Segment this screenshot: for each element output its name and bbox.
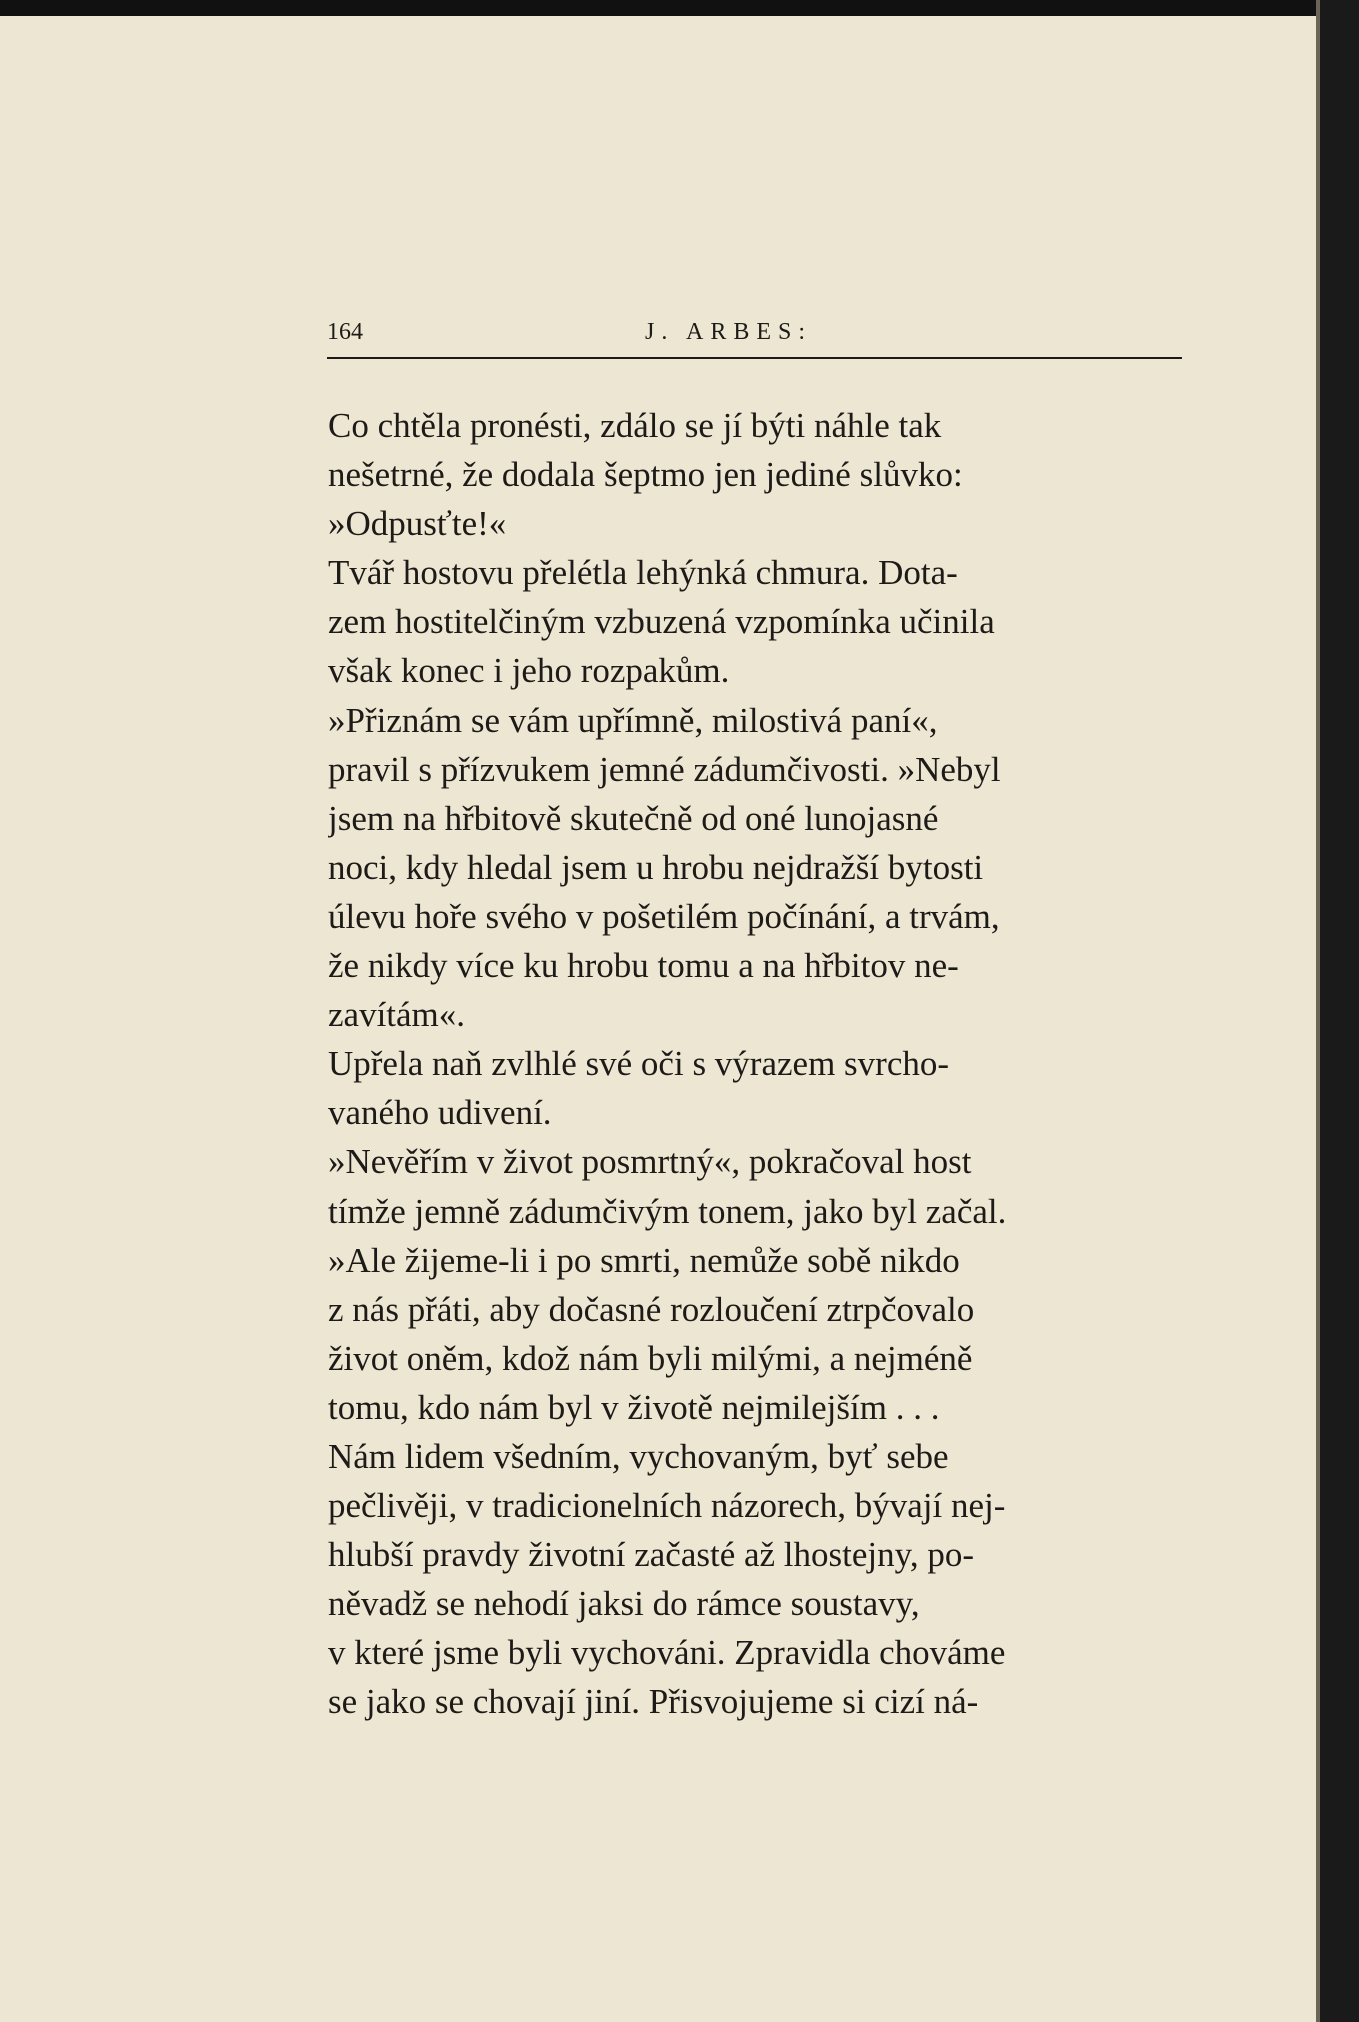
text-line: Tvář hostovu přelétla lehýnká chmura. Dota- [328,553,958,593]
text-line: »Ale žijeme-li i po smrti, nemůže sobě nikdo [328,1240,960,1280]
text-line: něvadž se nehodí jaksi do rámce soustavy, [328,1584,920,1624]
text-line: v které jsme byli vychováni. Zpravidla chováme [328,1633,1006,1673]
text-line: Upřela naň zvlhlé své oči s výrazem svrcho- [328,1044,950,1084]
running-head: J. ARBES: [645,319,813,345]
text-line: »Nevěřím v život posmrtný«, pokračoval host [328,1142,972,1182]
text-line: vaného udivení. [328,1093,552,1133]
page-top-edge [0,0,1359,16]
text-line: »Odpusťte!« [328,504,507,544]
page-header [327,312,1182,360]
text-line: Co chtěla pronésti, zdálo se jí býti náhle tak [328,406,942,445]
page-text [328,401,1180,1761]
text-line: noci, kdy hledal jsem u hrobu nejdražší bytosti [328,847,984,887]
text-line: tomu, kdo nám byl v životě nejmilejším . . . [328,1387,940,1427]
book-spine-edge [1316,0,1359,2022]
text-line: z nás přáti, aby dočasné rozloučení ztrpčovalo [328,1289,975,1329]
page-number: 164 [327,319,363,345]
text-line: zavítám«. [328,995,466,1035]
text-line: jsem na hřbitově skutečně od oné lunojasné [328,798,939,838]
text-line: se jako se chovají jiní. Přisvojujeme si cizí ná- [328,1682,979,1722]
text-line: hlubší pravdy životní začasté až lhostejny, po- [328,1535,975,1575]
text-line: nešetrné, že dodala šeptmo jen jediné slůvko: [328,455,963,495]
text-line: tímže jemně zádumčivým tonem, jako byl začal. [328,1191,1007,1231]
text-line: Nám lidem všedním, vychovaným, byť sebe [328,1436,949,1476]
text-line: pečlivěji, v tradicionelních názorech, bývají nej- [328,1486,1006,1526]
header-rule [327,357,1182,359]
text-line: však konec i jeho rozpakům. [328,651,730,691]
text-line: úlevu hoře svého v pošetilém počínání, a trvám, [328,896,1000,936]
text-line: že nikdy více ku hrobu tomu a na hřbitov ne- [328,946,959,986]
text-line: »Přiznám se vám upřímně, milostivá paní«, [328,700,938,740]
text-line: zem hostitelčiným vzbuzená vzpomínka učinila [328,602,995,642]
text-line: pravil s přízvukem jemné zádumčivosti. »Nebyl [328,749,1001,789]
text-line: život oněm, kdož nám byli milými, a nejméně [328,1338,973,1378]
